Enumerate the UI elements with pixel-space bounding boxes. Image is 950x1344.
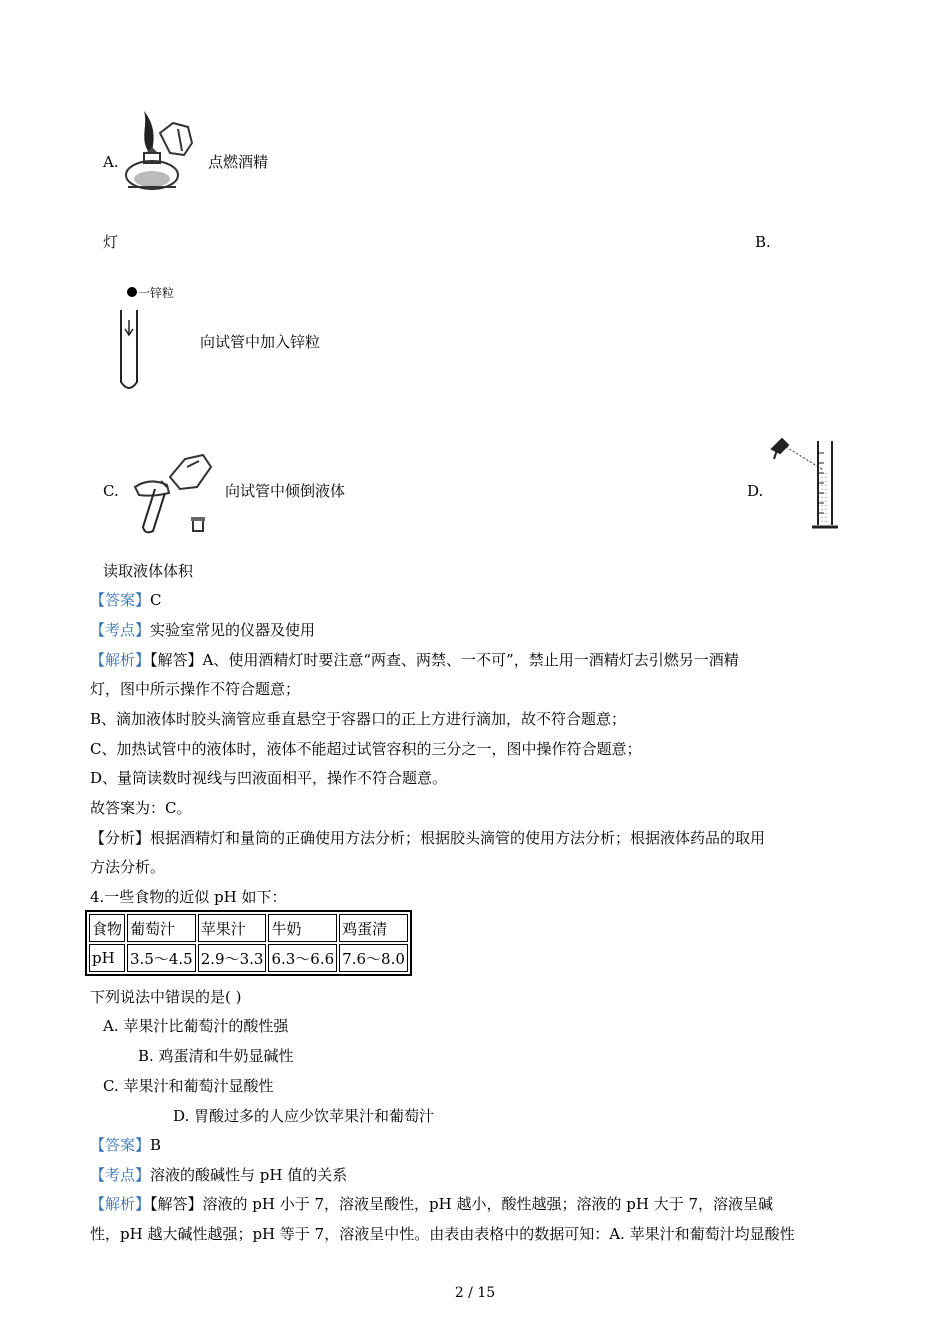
table-header-cell: 牛奶 [268, 914, 337, 942]
q4-analysis-text-1: 【解答】溶液的 pH 小于 7，溶液呈酸性，pH 越小，酸性越强；溶液的 pH 大于 7，溶液呈碱 [150, 1195, 774, 1213]
q4-option-b: B. 鸡蛋清和牛奶显碱性 [138, 1047, 294, 1065]
table-cell: 3.5～4.5 [127, 944, 196, 972]
q3-answer: C [150, 591, 162, 609]
q4-option-c: C. 苹果汁和葡萄汁显酸性 [103, 1077, 274, 1095]
option-c-text: 向试管中倾倒液体 [225, 482, 346, 500]
option-b-label: B. [755, 233, 771, 251]
ph-table [85, 910, 412, 976]
q4-answer: B [150, 1136, 162, 1154]
analysis-tag: 【解析】 [90, 651, 151, 669]
q3-fenxi-1: 【分析】根据酒精灯和量筒的正确使用方法分析；根据胶头滴管的使用方法分析；根据液体药品的取用 [90, 829, 766, 847]
option-a-text: 点燃酒精 [208, 153, 269, 171]
q3-analysis-text-1: 【解答】A、使用酒精灯时要注意“两查、两禁、一不可”，禁止用一酒精灯去引燃另一酒精 [150, 651, 739, 669]
q4-option-d: D. 胃酸过多的人应少饮苹果汁和葡萄汁 [173, 1107, 435, 1125]
table-header-cell: 苹果汁 [198, 914, 267, 942]
option-c-label: C. [103, 482, 119, 500]
zinc-label: 一锌粒 [138, 286, 175, 300]
q3-analysis-line-2: 灯，图中所示操作不符合题意； [90, 680, 301, 698]
q3-answer-line [90, 590, 162, 610]
q3-analysis-c: C、加热试管中的液体时，液体不能超过试管容积的三分之一，图中操作符合题意； [90, 740, 642, 758]
point-tag: 【考点】 [90, 1166, 151, 1184]
alcohol-lamp-figure [118, 103, 198, 195]
point-tag: 【考点】 [90, 621, 151, 639]
answer-tag: 【答案】 [90, 591, 151, 609]
table-cell: 6.3～6.6 [268, 944, 337, 972]
table-header-row [89, 914, 408, 942]
option-d-text: 读取液体体积 [103, 562, 194, 580]
q4-analysis-line-1 [90, 1194, 773, 1214]
table-header-cell: 鸡蛋清 [339, 914, 408, 942]
analysis-tag: 【解析】 [90, 1195, 151, 1213]
q3-point-line [90, 620, 315, 640]
q3-analysis-b: B、滴加液体时胶头滴管应垂直悬空于容器口的正上方进行滴加，故不符合题意； [90, 710, 627, 728]
table-header-cell: 食物 [89, 914, 125, 942]
option-a-label: A. [103, 153, 119, 171]
q4-stem: 4.一些食物的近似 pH 如下： [90, 888, 287, 906]
table-cell: 2.9～3.3 [198, 944, 267, 972]
table-header-cell: 葡萄汁 [127, 914, 196, 942]
q3-fenxi-2: 方法分析。 [90, 858, 166, 876]
table-cell: 7.6～8.0 [339, 944, 408, 972]
q4-option-a: A. 苹果汁比葡萄汁的酸性强 [103, 1017, 289, 1035]
option-a-text-cont: 灯 [103, 233, 119, 251]
answer-tag: 【答案】 [90, 1136, 151, 1154]
q3-point: 实验室常见的仪器及使用 [150, 621, 316, 639]
q4-answer-line [90, 1135, 161, 1155]
graduated-cylinder-figure [768, 433, 848, 538]
table-cell: pH [89, 944, 125, 972]
q4-point: 溶液的酸碱性与 pH 值的关系 [150, 1166, 348, 1184]
test-tube-zinc-figure [118, 282, 208, 397]
option-d-label: D. [747, 482, 764, 500]
q4-question: 下列说法中错误的是( ) [90, 988, 242, 1006]
table-row [89, 944, 408, 972]
option-b-text: 向试管中加入锌粒 [200, 333, 321, 351]
q4-point-line [90, 1165, 347, 1185]
pour-liquid-figure [125, 447, 220, 542]
q3-analysis-line-1 [90, 650, 739, 670]
q4-analysis-line-2: 性，pH 越大碱性越强；pH 等于 7，溶液呈中性。由表由表格中的数据可知：A. 苹果汁和葡萄汁均显酸性 [90, 1225, 795, 1243]
q3-conclusion: 故答案为：C。 [90, 799, 192, 817]
q3-analysis-d: D、量筒读数时视线与凹液面相平，操作不符合题意。 [90, 769, 448, 787]
page-number: 2 / 15 [454, 1285, 496, 1301]
